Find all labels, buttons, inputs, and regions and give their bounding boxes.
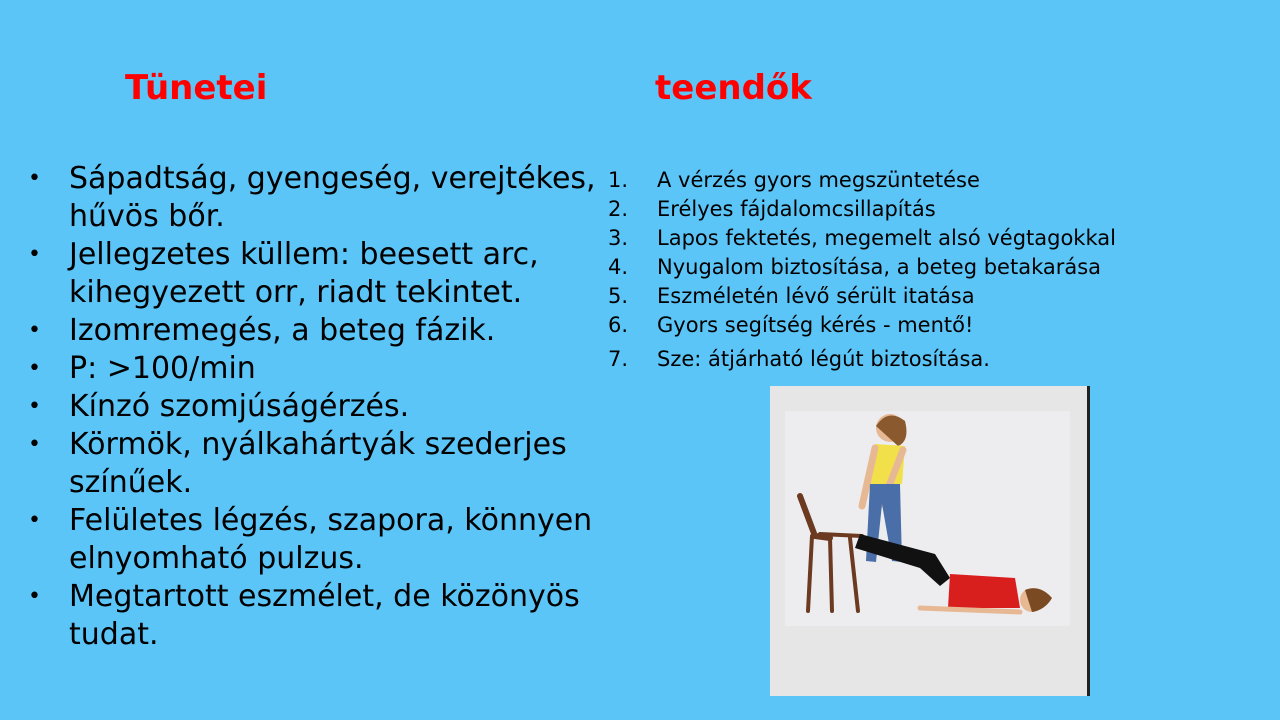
bullet-icon: • (28, 432, 41, 457)
bullet-icon: • (28, 584, 41, 609)
bullet-icon: • (28, 242, 41, 267)
list-item: • Körmök, nyálkahártyák szederjes színűek. (28, 427, 567, 500)
symptoms-heading: Tünetei (125, 68, 268, 108)
actions-heading: teendők (655, 68, 812, 108)
list-item: 4. Nyugalom biztosítása, a beteg betakarása (608, 255, 1102, 279)
list-item: 3. Lapos fektetés, megemelt alsó végtagokkal (608, 226, 1116, 250)
actions-list (608, 166, 1268, 374)
list-item: • Megtartott eszmélet, de közönyös tudat. (28, 579, 580, 652)
list-item: 7. Sze: átjárható légút biztosítása. (608, 347, 990, 371)
list-item: 2. Erélyes fájdalomcsillapítás (608, 197, 936, 221)
list-item: • Felületes légzés, szapora, könnyen elnyomható pulzus. (28, 503, 593, 576)
shock-position-illustration (770, 386, 1087, 696)
symptoms-list (28, 160, 598, 654)
list-item: 5. Eszméletén lévő sérült itatása (608, 284, 975, 308)
shock-position-photo (770, 386, 1090, 696)
list-item: • Jellegzetes küllem: beesett arc, kihegyezett orr, riadt tekintet. (28, 237, 539, 310)
list-item: 1. A vérzés gyors megszüntetése (608, 168, 980, 192)
list-item: 6. Gyors segítség kérés - mentő! (608, 313, 974, 337)
list-item: • Sápadtság, gyengeség, verejtékes, hűvös bőr. (28, 161, 596, 234)
list-item: • Kínzó szomjúságérzés. (28, 389, 410, 424)
bullet-icon: • (28, 318, 41, 343)
bullet-icon: • (28, 166, 41, 191)
list-item: • Izomremegés, a beteg fázik. (28, 313, 496, 348)
bullet-icon: • (28, 356, 41, 381)
bullet-icon: • (28, 508, 41, 533)
bullet-icon: • (28, 394, 41, 419)
list-item: • P: >100/min (28, 351, 256, 386)
